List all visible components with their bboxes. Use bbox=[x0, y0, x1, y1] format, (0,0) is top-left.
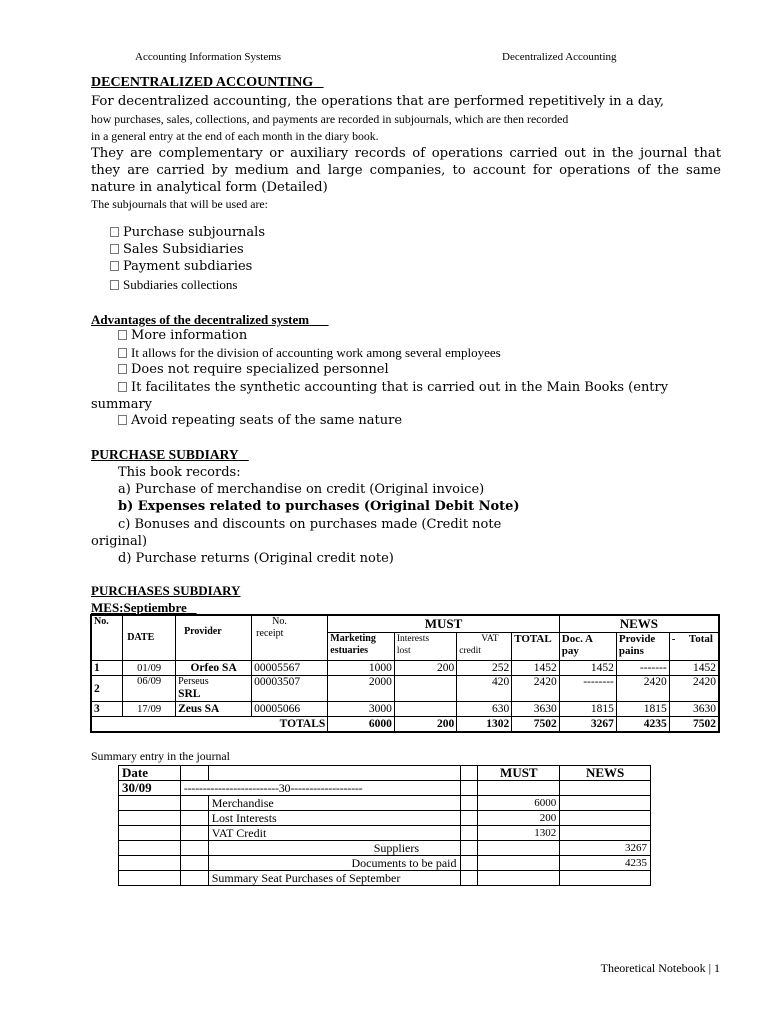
cell-news-total: 1452 bbox=[669, 661, 719, 676]
journal-news bbox=[560, 811, 651, 826]
header-right: Decentralized Accounting bbox=[502, 51, 617, 63]
cell-no: 2 bbox=[91, 676, 123, 702]
total-doc: 3267 bbox=[559, 717, 616, 732]
cell-date: 01/09 bbox=[123, 661, 176, 676]
journal-account: Merchandise bbox=[208, 796, 460, 811]
col-header-total: TOTAL bbox=[512, 633, 560, 661]
table-row bbox=[119, 841, 651, 856]
cell-date: 06/09 bbox=[123, 676, 176, 702]
journal-date: 30/09 bbox=[119, 781, 181, 796]
header-left: Accounting Information Systems bbox=[135, 51, 282, 63]
cell-no: 3 bbox=[91, 702, 123, 717]
checkbox-icon bbox=[118, 382, 127, 392]
journal-news bbox=[560, 796, 651, 811]
cell-marketing: 1000 bbox=[328, 661, 395, 676]
cell-provide: 2420 bbox=[616, 676, 669, 702]
cell-provider: Perseus SRL bbox=[176, 676, 252, 702]
list-item: Payment subdiaries bbox=[110, 259, 252, 274]
records-item-a: a) Purchase of merchandise on credit (Original invoice) bbox=[118, 482, 485, 497]
list-item: More information bbox=[118, 328, 247, 343]
table-row bbox=[91, 702, 719, 717]
col-group-must: MUST bbox=[328, 615, 560, 633]
col-header-date: DATE bbox=[123, 615, 176, 661]
col-group-news: NEWS bbox=[559, 615, 719, 633]
journal-header-row bbox=[119, 766, 651, 781]
journal-news: 3267 bbox=[560, 841, 651, 856]
list-item: It facilitates the synthetic accounting that is carried out in the Main Books (entry bbox=[118, 380, 668, 395]
cell-interests: 200 bbox=[394, 661, 456, 676]
purchases-table bbox=[90, 614, 720, 733]
journal-table bbox=[118, 765, 651, 886]
total-news-total: 7502 bbox=[669, 717, 719, 732]
list-item: It allows for the division of accounting work among several employees bbox=[118, 345, 501, 361]
journal-date-row bbox=[119, 781, 651, 796]
total-total: 7502 bbox=[512, 717, 560, 732]
journal-news bbox=[560, 826, 651, 841]
list-item: Sales Subsidiaries bbox=[110, 242, 244, 257]
advantages-heading: Advantages of the decentralized system bbox=[91, 312, 310, 327]
total-provide: 4235 bbox=[616, 717, 669, 732]
records-line: This book records: bbox=[118, 465, 241, 480]
list-item: Purchase subjournals bbox=[110, 225, 265, 240]
checkbox-icon bbox=[110, 280, 119, 290]
cell-provide: 1815 bbox=[616, 702, 669, 717]
col-header-interests: Interests lost bbox=[394, 633, 456, 661]
cell-no: 1 bbox=[91, 661, 123, 676]
total-vat: 1302 bbox=[457, 717, 512, 732]
cell-interests bbox=[394, 702, 456, 717]
journal-must bbox=[478, 841, 560, 856]
col-header-news-total: - Total bbox=[669, 633, 719, 661]
col-header-provider: Provider bbox=[176, 615, 252, 661]
cell-doc: -------- bbox=[559, 676, 616, 702]
cell-receipt: 00003507 bbox=[252, 676, 328, 702]
cell-vat: 420 bbox=[457, 676, 512, 702]
journal-must: 200 bbox=[478, 811, 560, 826]
intro-line-3: in a general entry at the end of each month in the diary book. bbox=[91, 129, 379, 143]
col-header-receipt: No. receipt bbox=[252, 615, 328, 661]
checkbox-icon bbox=[118, 364, 127, 374]
journal-account: VAT Credit bbox=[208, 826, 460, 841]
journal-col-news: NEWS bbox=[560, 766, 651, 781]
table-row bbox=[91, 676, 719, 702]
journal-col-must: MUST bbox=[478, 766, 560, 781]
checkbox-icon bbox=[110, 227, 119, 237]
purchases-table-month: MES:Septiembre bbox=[91, 600, 187, 615]
intro-line-4: They are complementary or auxiliary records of operations carried out in the journal that bbox=[91, 146, 721, 161]
checkbox-icon bbox=[118, 415, 127, 425]
cell-receipt: 00005567 bbox=[252, 661, 328, 676]
col-header-no: No. bbox=[91, 615, 123, 661]
purchases-table-heading: PURCHASES SUBDIARY bbox=[91, 583, 241, 598]
totals-row bbox=[91, 717, 719, 732]
table-row bbox=[119, 856, 651, 871]
journal-must: 1302 bbox=[478, 826, 560, 841]
checkbox-icon bbox=[110, 244, 119, 254]
cell-marketing: 2000 bbox=[328, 676, 395, 702]
journal-must: 6000 bbox=[478, 796, 560, 811]
checkbox-icon bbox=[118, 348, 127, 358]
cell-provide: ------- bbox=[616, 661, 669, 676]
cell-news-total: 2420 bbox=[669, 676, 719, 702]
journal-account: Suppliers bbox=[208, 841, 460, 856]
cell-total: 3630 bbox=[512, 702, 560, 717]
intro-line-1: For decentralized accounting, the operations that are performed repetitively in a day, bbox=[91, 94, 665, 109]
intro-line-2: how purchases, sales, collections, and payments are recorded in subjournals, which are then recorded bbox=[91, 112, 569, 126]
cell-news-total: 3630 bbox=[669, 702, 719, 717]
journal-heading: Summary entry in the journal bbox=[91, 749, 230, 763]
table-row bbox=[91, 661, 719, 676]
cell-vat: 630 bbox=[457, 702, 512, 717]
cell-date: 17/09 bbox=[123, 702, 176, 717]
intro-line-6: nature in analytical form (Detailed) bbox=[91, 180, 328, 195]
journal-gloss-row bbox=[119, 871, 651, 886]
list-item: Subdiaries collections bbox=[110, 277, 237, 293]
page-footer: Theoretical Notebook | 1 bbox=[600, 961, 720, 975]
totals-label: TOTALS bbox=[91, 717, 328, 732]
cell-marketing: 3000 bbox=[328, 702, 395, 717]
table-row bbox=[119, 811, 651, 826]
journal-must bbox=[478, 856, 560, 871]
records-item-c: c) Bonuses and discounts on purchases made (Credit note bbox=[118, 517, 502, 532]
col-header-doc: Doc. A pay bbox=[559, 633, 616, 661]
journal-account: Lost Interests bbox=[208, 811, 460, 826]
checkbox-icon bbox=[118, 330, 127, 340]
cell-receipt: 00005066 bbox=[252, 702, 328, 717]
journal-col-date: Date bbox=[119, 766, 181, 781]
cell-interests bbox=[394, 676, 456, 702]
list-item: Does not require specialized personnel bbox=[118, 362, 389, 377]
records-item-c-wrap: original) bbox=[91, 534, 148, 549]
total-interests: 200 bbox=[394, 717, 456, 732]
col-header-marketing: Marketing estuaries bbox=[328, 633, 395, 661]
records-item-d: d) Purchase returns (Original credit note) bbox=[118, 551, 394, 566]
cell-total: 2420 bbox=[512, 676, 560, 702]
col-header-vat: VAT credit bbox=[457, 633, 512, 661]
records-item-b: b) Expenses related to purchases (Original Debit Note) bbox=[118, 499, 520, 514]
list-item-wrap: summary bbox=[91, 397, 153, 412]
table-row bbox=[119, 796, 651, 811]
col-header-provide: Provide pains bbox=[616, 633, 669, 661]
total-marketing: 6000 bbox=[328, 717, 395, 732]
journal-news: 4235 bbox=[560, 856, 651, 871]
intro-line-7: The subjournals that will be used are: bbox=[91, 197, 268, 211]
intro-line-5: they are carried by medium and large companies, to account for operations of the same bbox=[91, 163, 721, 178]
cell-total: 1452 bbox=[512, 661, 560, 676]
journal-account: Documents to be paid bbox=[208, 856, 460, 871]
cell-doc: 1452 bbox=[559, 661, 616, 676]
cell-vat: 252 bbox=[457, 661, 512, 676]
cell-doc: 1815 bbox=[559, 702, 616, 717]
journal-separator: -------------------------30------------------- bbox=[180, 781, 460, 796]
list-item: Avoid repeating seats of the same nature bbox=[118, 413, 402, 428]
table-row bbox=[119, 826, 651, 841]
checkbox-icon bbox=[110, 261, 119, 271]
cell-provider: Zeus SA bbox=[176, 702, 252, 717]
journal-gloss: Summary Seat Purchases of September bbox=[208, 871, 460, 886]
cell-provider: Orfeo SA bbox=[176, 661, 252, 676]
purchase-subdiary-heading: PURCHASE SUBDIARY bbox=[91, 447, 239, 462]
page-title: DECENTRALIZED ACCOUNTING bbox=[91, 75, 314, 90]
